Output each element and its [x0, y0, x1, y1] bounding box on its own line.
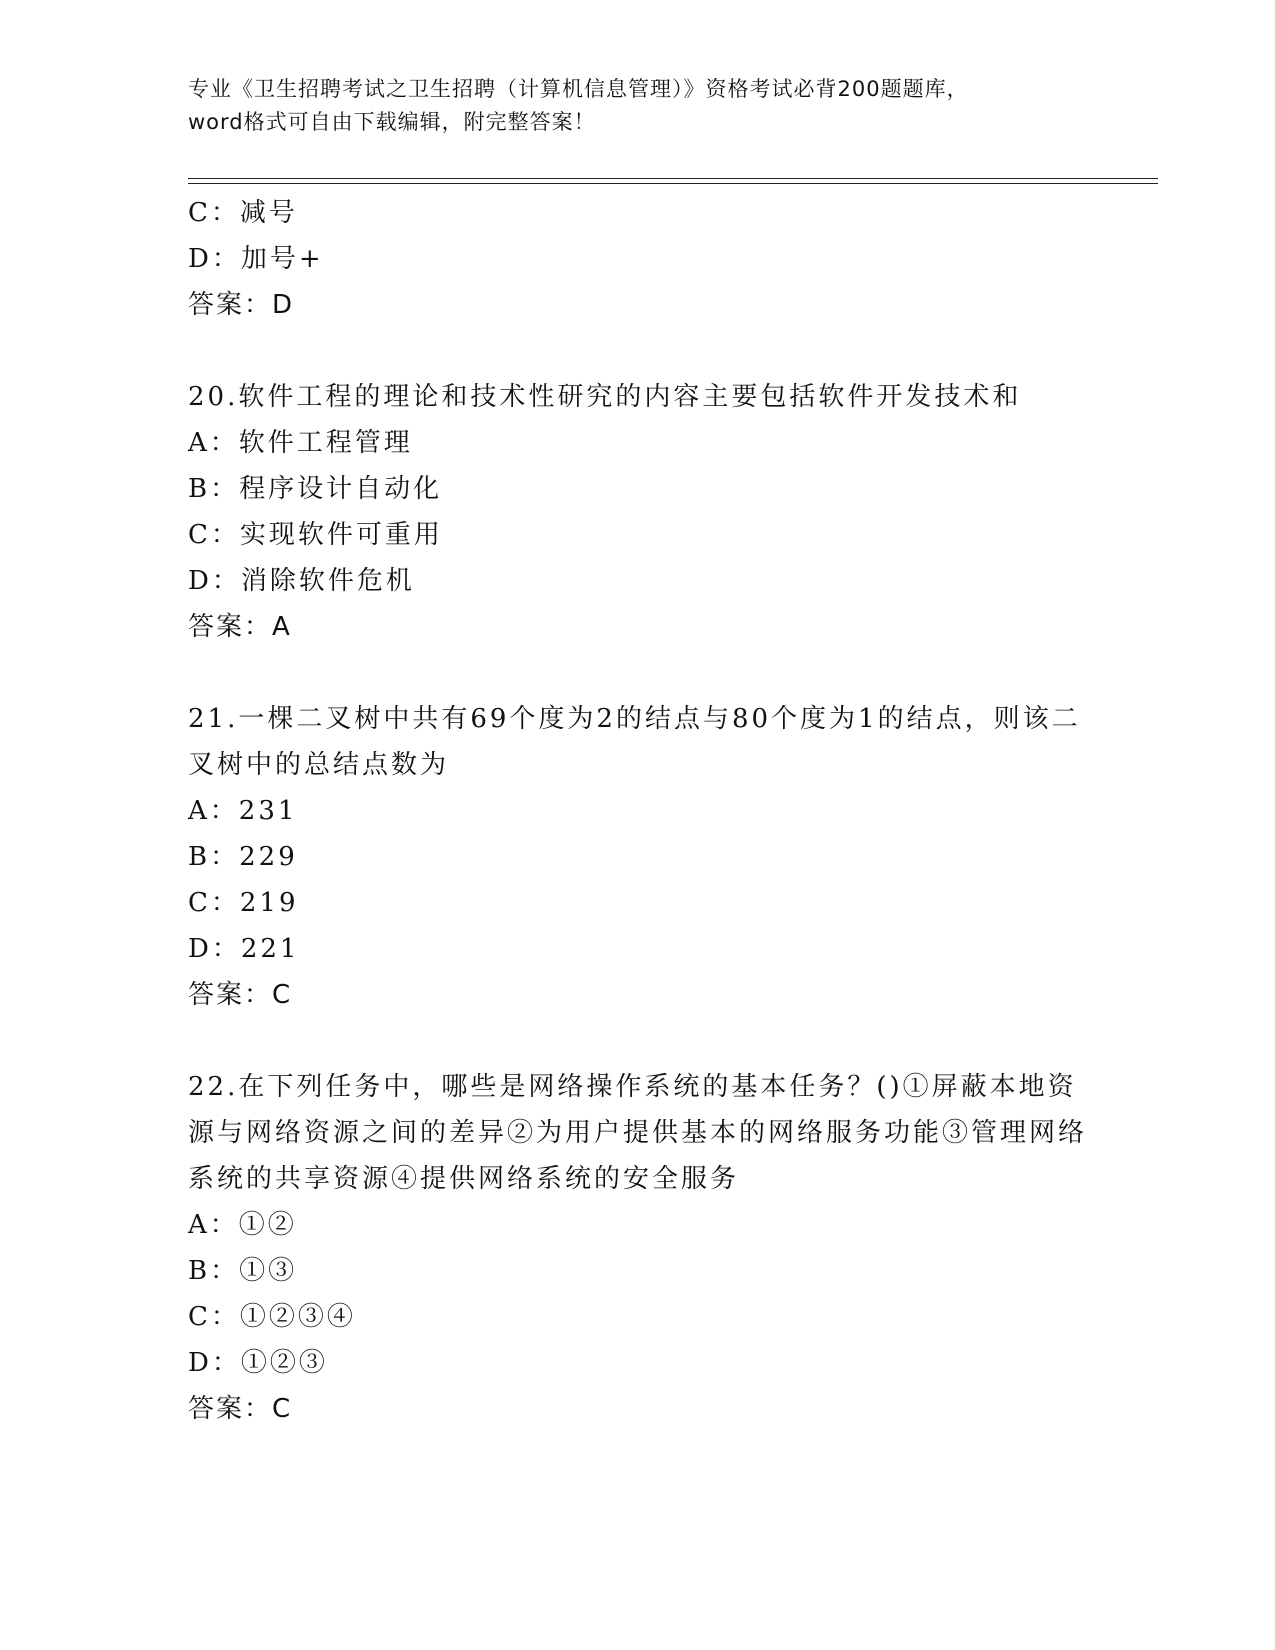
header-line-1: 专业《卫生招聘考试之卫生招聘（计算机信息管理）》资格考试必背200题题库， [188, 77, 969, 101]
answer: 答案：A [188, 612, 292, 642]
question-20 [188, 374, 1088, 650]
option-a: A：软件工程管理 [188, 428, 413, 458]
header-divider-top [188, 178, 1158, 179]
answer: 答案：C [188, 980, 293, 1010]
option-c: C：219 [188, 888, 299, 918]
header-line-2: word格式可自由下载编辑，附完整答案！ [188, 110, 596, 134]
header-divider-bottom [188, 183, 1158, 184]
question-text: 22.在下列任务中，哪些是网络操作系统的基本任务？()①屏蔽本地资源与网络资源之间的差异②为用户提供基本的网络服务功能③管理网络系统的共享资源④提供网络系统的安全服务 [188, 1072, 1088, 1194]
option-c: C：减号 [188, 198, 298, 228]
answer: 答案：D [188, 290, 295, 320]
option-c: C：①②③④ [188, 1302, 356, 1332]
option-a: A：①② [188, 1210, 297, 1240]
question-text: 21.一棵二叉树中共有69个度为2的结点与80个度为1的结点，则该二叉树中的总结点数为 [188, 704, 1081, 780]
document-header [188, 73, 1088, 139]
option-b: B：①③ [188, 1256, 298, 1286]
option-d: D：加号+ [188, 244, 324, 274]
option-c: C：实现软件可重用 [188, 520, 443, 550]
option-d: D：消除软件危机 [188, 566, 415, 596]
question-22 [188, 1064, 1088, 1432]
question-text: 20.软件工程的理论和技术性研究的内容主要包括软件开发技术和 [188, 382, 1022, 412]
question-19-tail [188, 190, 1088, 328]
option-d: D：221 [188, 934, 300, 964]
answer: 答案：C [188, 1394, 293, 1424]
question-list [188, 190, 1088, 1432]
option-d: D：①②③ [188, 1348, 328, 1378]
option-b: B：229 [188, 842, 298, 872]
option-b: B：程序设计自动化 [188, 474, 443, 504]
question-21 [188, 696, 1088, 1018]
option-a: A：231 [188, 796, 298, 826]
